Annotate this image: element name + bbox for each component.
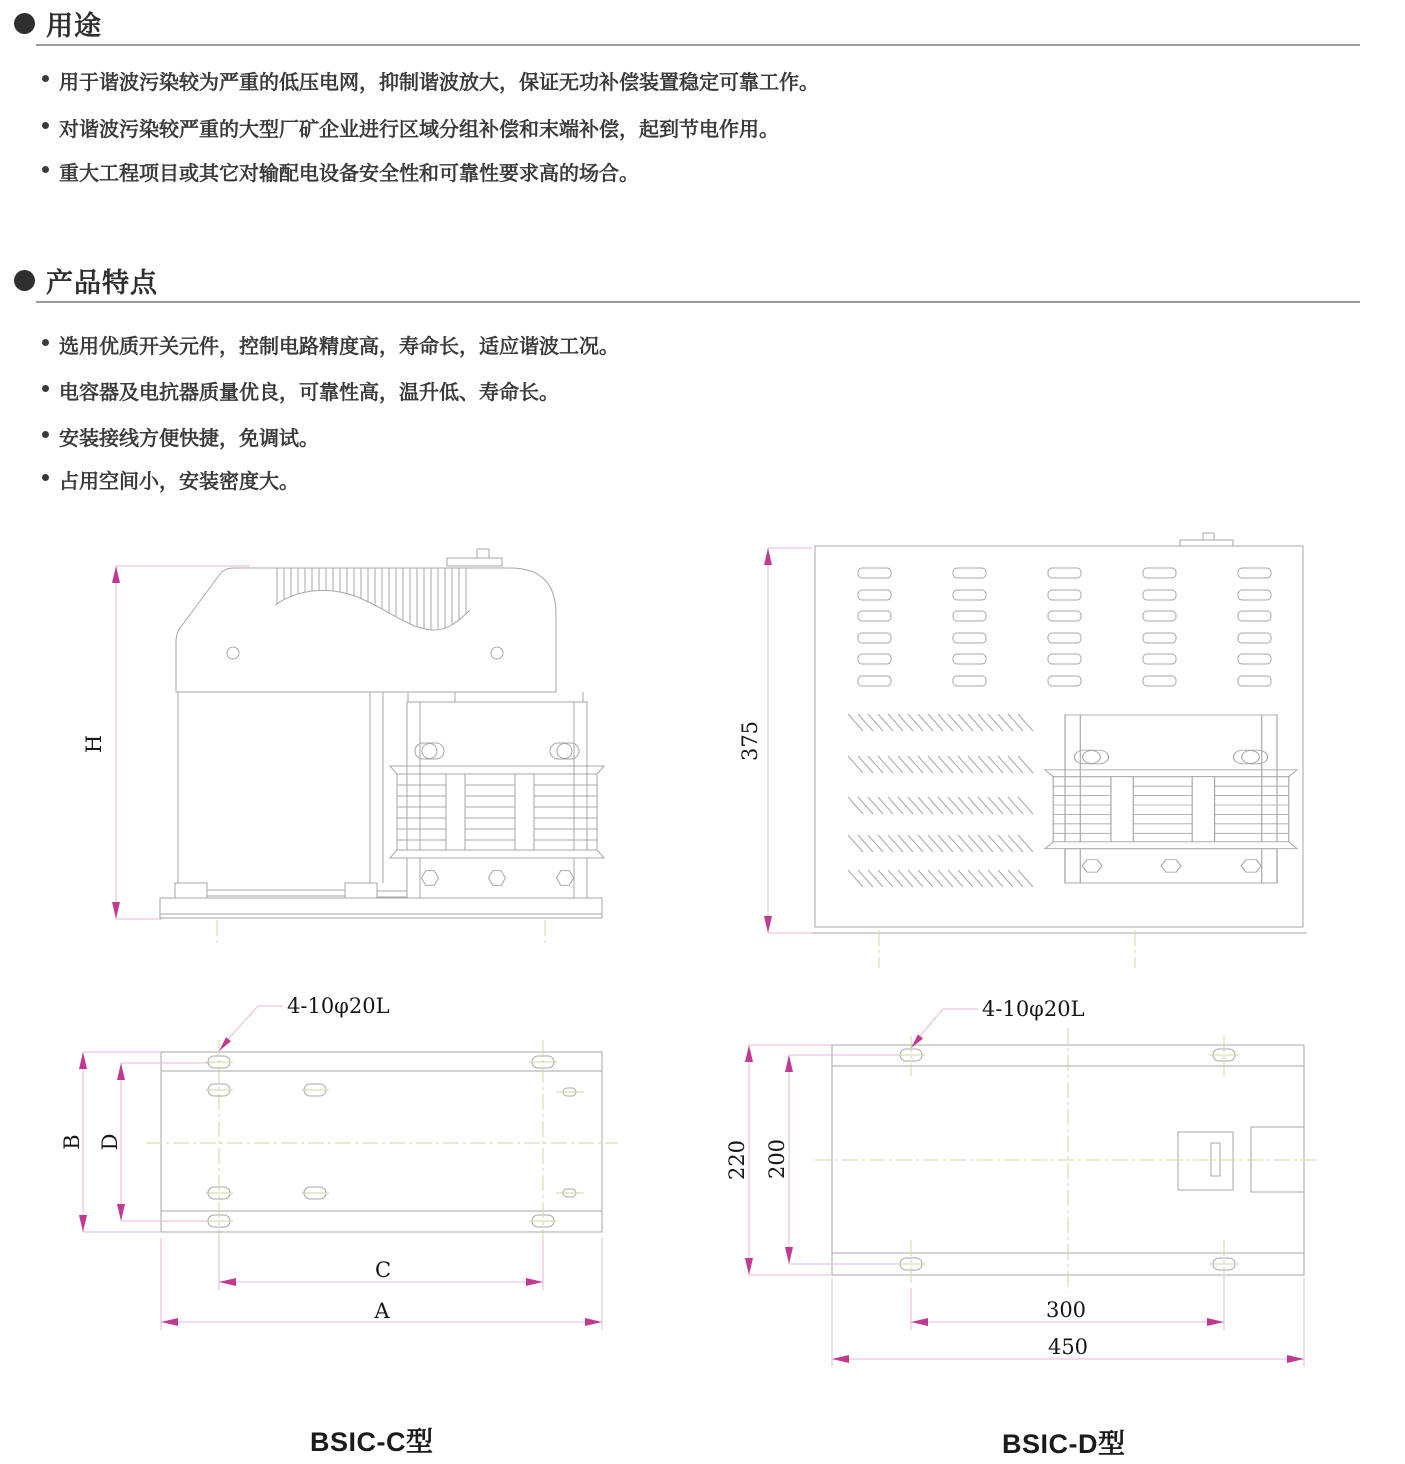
section-divider xyxy=(36,44,1360,46)
list-item-text: 用于谐波污染较为严重的低压电网，抑制谐波放大，保证无功补偿装置稳定可靠工作。 xyxy=(59,72,819,94)
technical-drawings xyxy=(0,530,1405,1375)
caption-bsic-d: BSIC-D型 xyxy=(1002,1429,1126,1459)
dim-label-height-375: 375 xyxy=(738,720,762,762)
section-title: 产品特点 xyxy=(46,268,158,298)
bullet-dot-icon xyxy=(42,385,49,392)
list-item-text: 电容器及电抗器质量优良，可靠性高，温升低、寿命长。 xyxy=(59,382,559,404)
dim-label-holes: 4-10φ20L xyxy=(287,994,390,1018)
list-item-text: 重大工程项目或其它对输配电设备安全性和可靠性要求高的场合。 xyxy=(59,163,639,185)
bsic-d-bottom-view xyxy=(725,997,1320,1367)
list-item xyxy=(42,465,299,494)
section-divider xyxy=(36,301,1360,303)
list-item-text: 选用优质开关元件，控制电路精度高，寿命长，适应谐波工况。 xyxy=(59,336,619,358)
bullet-dot-icon xyxy=(42,474,49,481)
list-item xyxy=(42,66,819,95)
list-item xyxy=(42,376,559,405)
list-item-text: 安装接线方便快捷，免调试。 xyxy=(59,428,319,450)
section-bullet-icon xyxy=(14,13,35,34)
dim-label-c: C xyxy=(374,1258,392,1282)
bsic-d-side-view xyxy=(738,533,1307,968)
list-item xyxy=(42,422,319,451)
dim-label-a: A xyxy=(374,1299,390,1323)
list-item-text: 对谐波污染较严重的大型厂矿企业进行区域分组补偿和末端补偿，起到节电作用。 xyxy=(59,119,779,141)
louver-vents xyxy=(858,568,1271,686)
dim-label-b: B xyxy=(60,1134,84,1150)
section-usage-header xyxy=(14,4,102,43)
dim-label-300: 300 xyxy=(1045,1298,1087,1322)
section-bullet-icon xyxy=(14,270,35,291)
dim-label-220: 220 xyxy=(725,1139,749,1181)
dim-label-450: 450 xyxy=(1047,1335,1089,1359)
dim-label-height-h: H xyxy=(82,734,106,754)
caption-bsic-c: BSIC-C型 xyxy=(310,1427,434,1457)
list-item xyxy=(42,157,639,186)
dim-label-200: 200 xyxy=(765,1138,789,1180)
list-item xyxy=(42,330,619,359)
bullet-dot-icon xyxy=(42,431,49,438)
diagonal-vents xyxy=(848,714,1033,887)
bsic-c-side-view xyxy=(82,549,604,944)
bsic-c-bottom-view xyxy=(60,994,618,1330)
bullet-dot-icon xyxy=(42,75,49,82)
list-item-text: 占用空间小，安装密度大。 xyxy=(59,471,299,493)
dim-label-holes: 4-10φ20L xyxy=(982,997,1085,1021)
dim-label-d: D xyxy=(98,1133,122,1151)
bullet-dot-icon xyxy=(42,166,49,173)
bullet-dot-icon xyxy=(42,339,49,346)
list-item xyxy=(42,113,779,142)
section-features-header xyxy=(14,261,158,300)
bullet-dot-icon xyxy=(42,122,49,129)
section-title: 用途 xyxy=(46,11,102,41)
